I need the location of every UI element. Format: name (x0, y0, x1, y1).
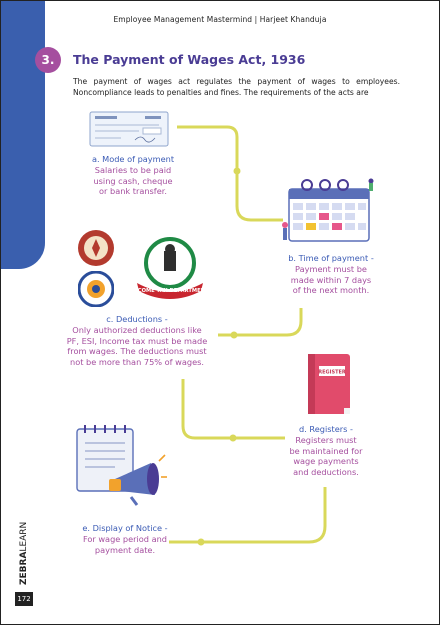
step-a-line-3: or bank transfer. (99, 186, 167, 197)
cheque-illustration (89, 111, 169, 147)
brand-bold: ZEBRA (19, 551, 29, 585)
step-d-line-1: Registers must (295, 434, 357, 445)
brand-light: LEARN (19, 521, 29, 552)
esic-seal (77, 229, 115, 267)
step-d-line-3: wage payments (293, 456, 359, 467)
page-number: 172 (15, 592, 33, 606)
section-title: The Payment of Wages Act, 1936 (73, 52, 306, 67)
step-e (73, 523, 177, 555)
zebralearn-logo (15, 489, 29, 585)
flow-connector (1, 1, 440, 625)
step-d (277, 424, 375, 478)
register-book-illustration (304, 352, 352, 416)
step-c (57, 314, 217, 368)
calendar-illustration (281, 177, 377, 243)
income-tax-logo-text: INCOME TAX DEPARTMENT (131, 288, 209, 294)
section-intro: The payment of wages act regulates the payment of wages to employees. Noncompliance leads to penalties and fines. The requirements of the acts are (73, 77, 400, 97)
step-c-line-4: not be more than 75% of wages. (70, 357, 204, 368)
step-b (279, 253, 383, 296)
epfo-seal (78, 271, 114, 307)
step-c-line-2: PF, ESI, Income tax must be made (66, 335, 208, 346)
income-tax-logo (131, 237, 209, 299)
step-d-line-2: be maintained for (289, 445, 363, 456)
register-book-label: REGISTER (318, 369, 346, 376)
step-b-line-3: of the next month. (292, 285, 370, 296)
step-c-heading: c. Deductions - (106, 314, 168, 324)
step-e-heading: e. Display of Notice - (82, 523, 168, 533)
step-b-line-1: Payment must be (295, 263, 367, 274)
step-b-heading: b. Time of payment - (288, 253, 374, 263)
step-e-line-1: For wage period and (82, 533, 168, 544)
step-a-heading: a. Mode of payment (91, 154, 175, 164)
running-header: Employee Management Mastermind | Harjeet Khanduja (113, 15, 327, 24)
svg-text:ZEBRALEARN (19, 522, 29, 585)
step-c-line-1: Only authorized deductions like (72, 324, 202, 335)
step-e-line-2: payment date. (94, 544, 156, 555)
step-a (83, 154, 183, 197)
section-number: 3. (35, 47, 61, 73)
step-b-line-2: made within 7 days (290, 274, 372, 285)
step-d-line-4: and deductions. (293, 467, 359, 478)
notice-megaphone-illustration (71, 421, 167, 507)
step-d-heading: d. Registers - (299, 424, 353, 434)
step-a-line-1: Salaries to be paid (94, 164, 172, 175)
step-a-line-2: using cash, cheque (93, 175, 173, 186)
step-c-line-3: from wages. The deductions must (67, 346, 207, 357)
